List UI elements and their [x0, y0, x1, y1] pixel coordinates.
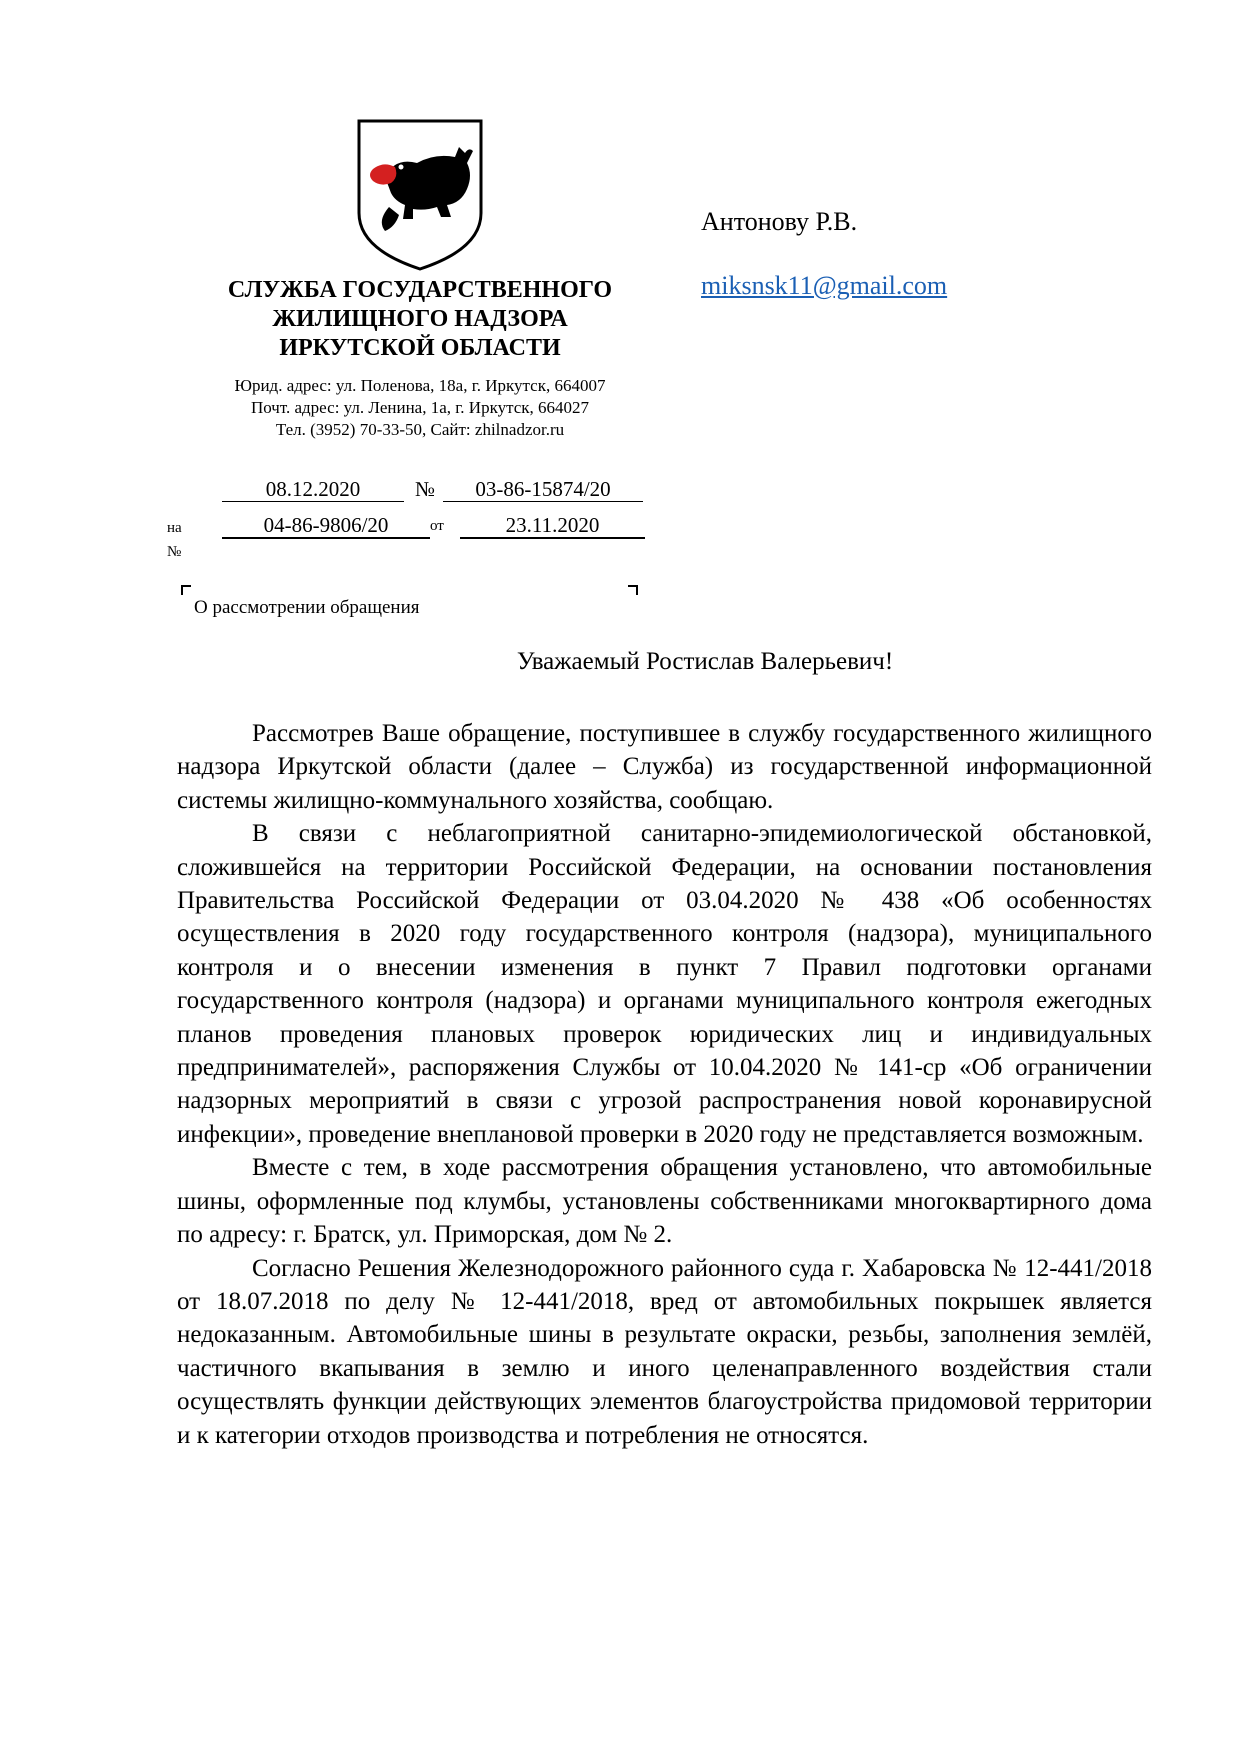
reference-number: 04-86-9806/20	[222, 513, 430, 539]
reference-from-label: от	[430, 518, 444, 534]
subject-line: О рассмотрении обращения	[194, 597, 420, 618]
body-paragraph: Рассмотрев Ваше обращение, поступившее в службу государственного жилищного надзора Иркутской области (далее – Служба) из государственной информационной системы жилищно-коммунального хозяйства, сообщаю.	[177, 720, 1152, 814]
salutation: Уважаемый Ростислав Валерьевич!	[516, 648, 894, 675]
contacts: Тел. (3952) 70-33-50, Сайт: zhilnadzor.ru	[275, 420, 565, 439]
organization-name-line: СЛУЖБА ГОСУДАРСТВЕННОГО	[227, 277, 613, 303]
organization-header	[150, 276, 690, 441]
body-paragraph: В связи с неблагоприятной санитарно-эпидемиологической обстановкой, сложившейся на территории Российской Федерации, на основании постановления Правительства Российской Федерации от 03.04.2020 № 438 «Об особенностях осуществления в 2020 году государственного контроля (надзора), муниципального контроля и о внесении изменения в пункт 7 Правил подготовки органами государственного контроля (надзора) и органами муниципального контроля ежегодных планов проведения плановых проверок юридических лиц и индивидуальных предпринимателей», распоряжения Службы от 10.04.2020 № 141-ср «Об ограничении надзорных мероприятий в связи с угрозой распространения новой коронавирусной инфекции», проведение внеплановой проверки в 2020 году не представляется возможным.	[177, 820, 1152, 1148]
recipient-email-link[interactable]: miksnsk11@gmail.com	[701, 271, 948, 300]
outgoing-date: 08.12.2020	[222, 477, 404, 502]
recipient-block	[701, 206, 948, 300]
body-paragraph: Вместе с тем, в ходе рассмотрения обращения установлено, что автомобильные шины, оформленные под клумбы, установлены собственниками многоквартирного дома по адресу: г. Братск, ул. Приморская, дом № 2.	[177, 1154, 1152, 1249]
recipient-name: Антонову Р.В.	[701, 207, 858, 236]
irkutsk-coat-of-arms-icon	[355, 117, 485, 272]
legal-address: Юрид. адрес: ул. Поленова, 18а, г. Иркутск, 664007	[234, 376, 606, 395]
outgoing-number: 03-86-15874/20	[443, 477, 643, 502]
letter-body	[177, 717, 1152, 1452]
subject-corner-left	[181, 585, 191, 595]
body-paragraph: Согласно Решения Железнодорожного районного суда г. Хабаровска № 12-441/2018 от 18.07.2018 по делу № 12-441/2018, вред от автомобильных покрышек является недоказанным. Автомобильные шины в результате окраски, резьбы, заполнения землёй, частичного вкапывания в землю и иного целенаправленного воздействия стали осуществлять функции действующих элементов благоустройства придомовой территории и к категории отходов производства и потребления не относятся.	[177, 1254, 1152, 1449]
subject-corner-right	[628, 585, 638, 595]
number-sign: №	[415, 477, 436, 501]
postal-address: Почт. адрес: ул. Ленина, 1а, г. Иркутск, 664027	[250, 398, 590, 417]
organization-name-line: ЖИЛИЩНОГО НАДЗОРА	[272, 306, 568, 332]
reference-date: 23.11.2020	[460, 513, 645, 539]
organization-name-line: ИРКУТСКОЙ ОБЛАСТИ	[279, 335, 561, 361]
reference-label: на №	[167, 520, 182, 560]
